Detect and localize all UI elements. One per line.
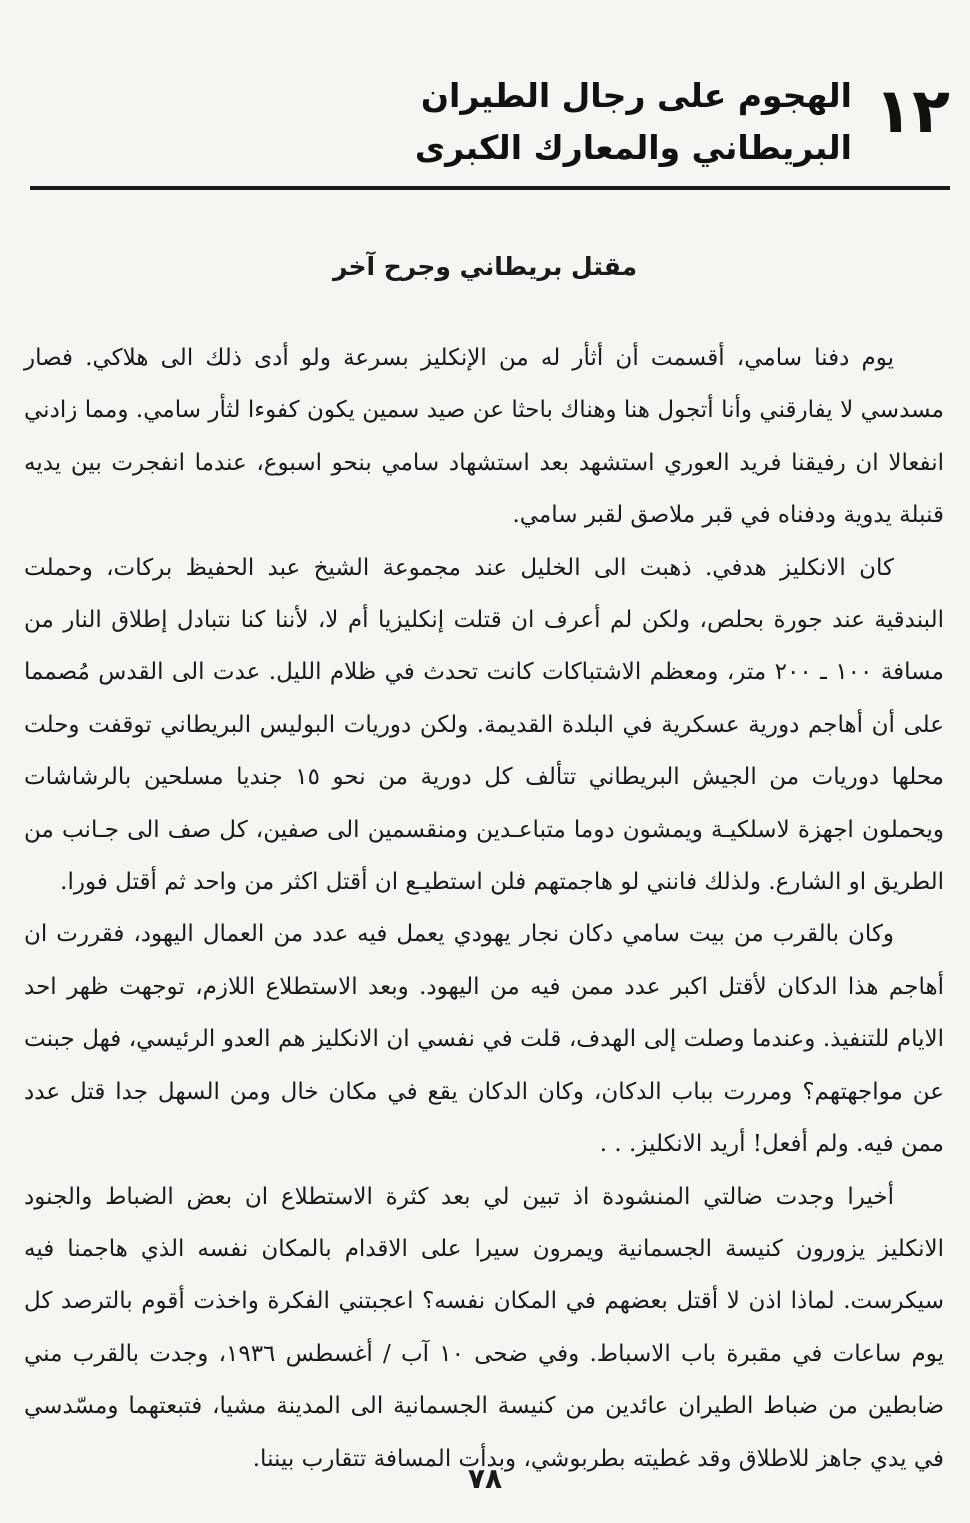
- chapter-number: ١٢: [874, 74, 950, 147]
- chapter-header: [40, 62, 950, 172]
- section-title: مقتل بريطاني وجرح آخر: [332, 252, 638, 281]
- header-divider: [30, 186, 950, 190]
- paragraph: وكان بالقرب من بيت سامي دكان نجار يهودي يعمل فيه عدد من العمال اليهود، فقررت ان أهاجم هذا الدكان لأقتل اكبر عدد ممن فيه من اليهود. وبعد الاستطلاع اللازم، توجهت ظهر احد الايام للتنفيذ. وعندما وصلت إلى الهدف، قلت في نفسي ان الانكليز هم العدو الرئيسي، فهل جبنت عن مواجهتهم؟ ومررت بباب الدكان، وكان الدكان يقع في مكان خال ومن السهل جدا قتل عدد ممن فيه. ولم أفعل! أريد الانكليز. . .: [24, 921, 945, 1158]
- paragraph: أخيرا وجدت ضالتي المنشودة اذ تبين لي بعد كثرة الاستطلاع ان بعض الضباط والجنود الانكليز يزورون كنيسة الجسمانية ويمرون سيرا على الاقدام بالمكان نفسه الذي هاجمنا فيه سيكرست. لماذا اذن لا أقتل بعضهم في المكان نفسه؟ اعجبتني الفكرة واخذت أقوم بالترصد كل يوم ساعات في مقبرة باب الاسباط. وفي ضحى ١٠ آب / أغسطس ١٩٣٦، وجدت بالقرب مني ضابطين من ضباط الطيران عائدين من كنيسة الجسمانية الى المدينة مشيا، فتبعتهما ومسّدسي في يدي جاهز للاطلاق وقد غطيته بطربوشي، وبدأت المسافة تتقارب بيننا.: [24, 1183, 944, 1472]
- paragraph: كان الانكليز هدفي. ذهبت الى الخليل عند مجموعة الشيخ عبد الحفيظ بركات، وحملت البندقية عند جورة بحلص، ولكن لم أعرف ان قتلت إنكليزيا أم لا، لأننا كنا نتبادل إطلاق النار من مسافة ١٠٠ ـ ٢٠٠ متر، ومعظم الاشتباكات كانت تحدث في ظلام الليل. عدت الى القدس مُصمما على أن أهاجم دورية عسكرية في البلدة القديمة. ولكن دوريات البوليس البريطاني توقفت وحلت محلها دوريات من الجيش البريطاني تتألف كل دورية من نحو ١٥ جنديا مسلحين بالرشاشات ويحملون اجهزة لاسلكيـة ويمشون دوما متباعـدين ومنقسمين الى صفين، كل صف الى جـانب من الطريق او الشارع. ولذلك فانني لو هاجمتهم فلن استطيـع ان أقتل اكثر من واحد ثم أقتل فورا.: [24, 554, 945, 896]
- chapter-title: الهجوم على رجال الطيران البريطاني والمعارك الكبرى: [414, 76, 852, 167]
- body-text: [24, 332, 944, 1485]
- paragraph: يوم دفنا سامي، أقسمت أن أثأر له من الإنكليز بسرعة ولو أدى ذلك الى هلاكي. فصار مسدسي لا يفارقني وأنا أتجول هنا وهناك باحثا عن صيد سمين يكون كفوءا لثأر سامي. ومما زادني انفعالا ان رفيقنا فريد العوري استشهد بعد استشهاد سامي بنحو اسبوع، عندما انفجرت بين يديه قنبلة يدوية ودفناه في قبر ملاصق لقبر سامي.: [24, 345, 944, 529]
- page-number: ٧٨: [467, 1462, 503, 1495]
